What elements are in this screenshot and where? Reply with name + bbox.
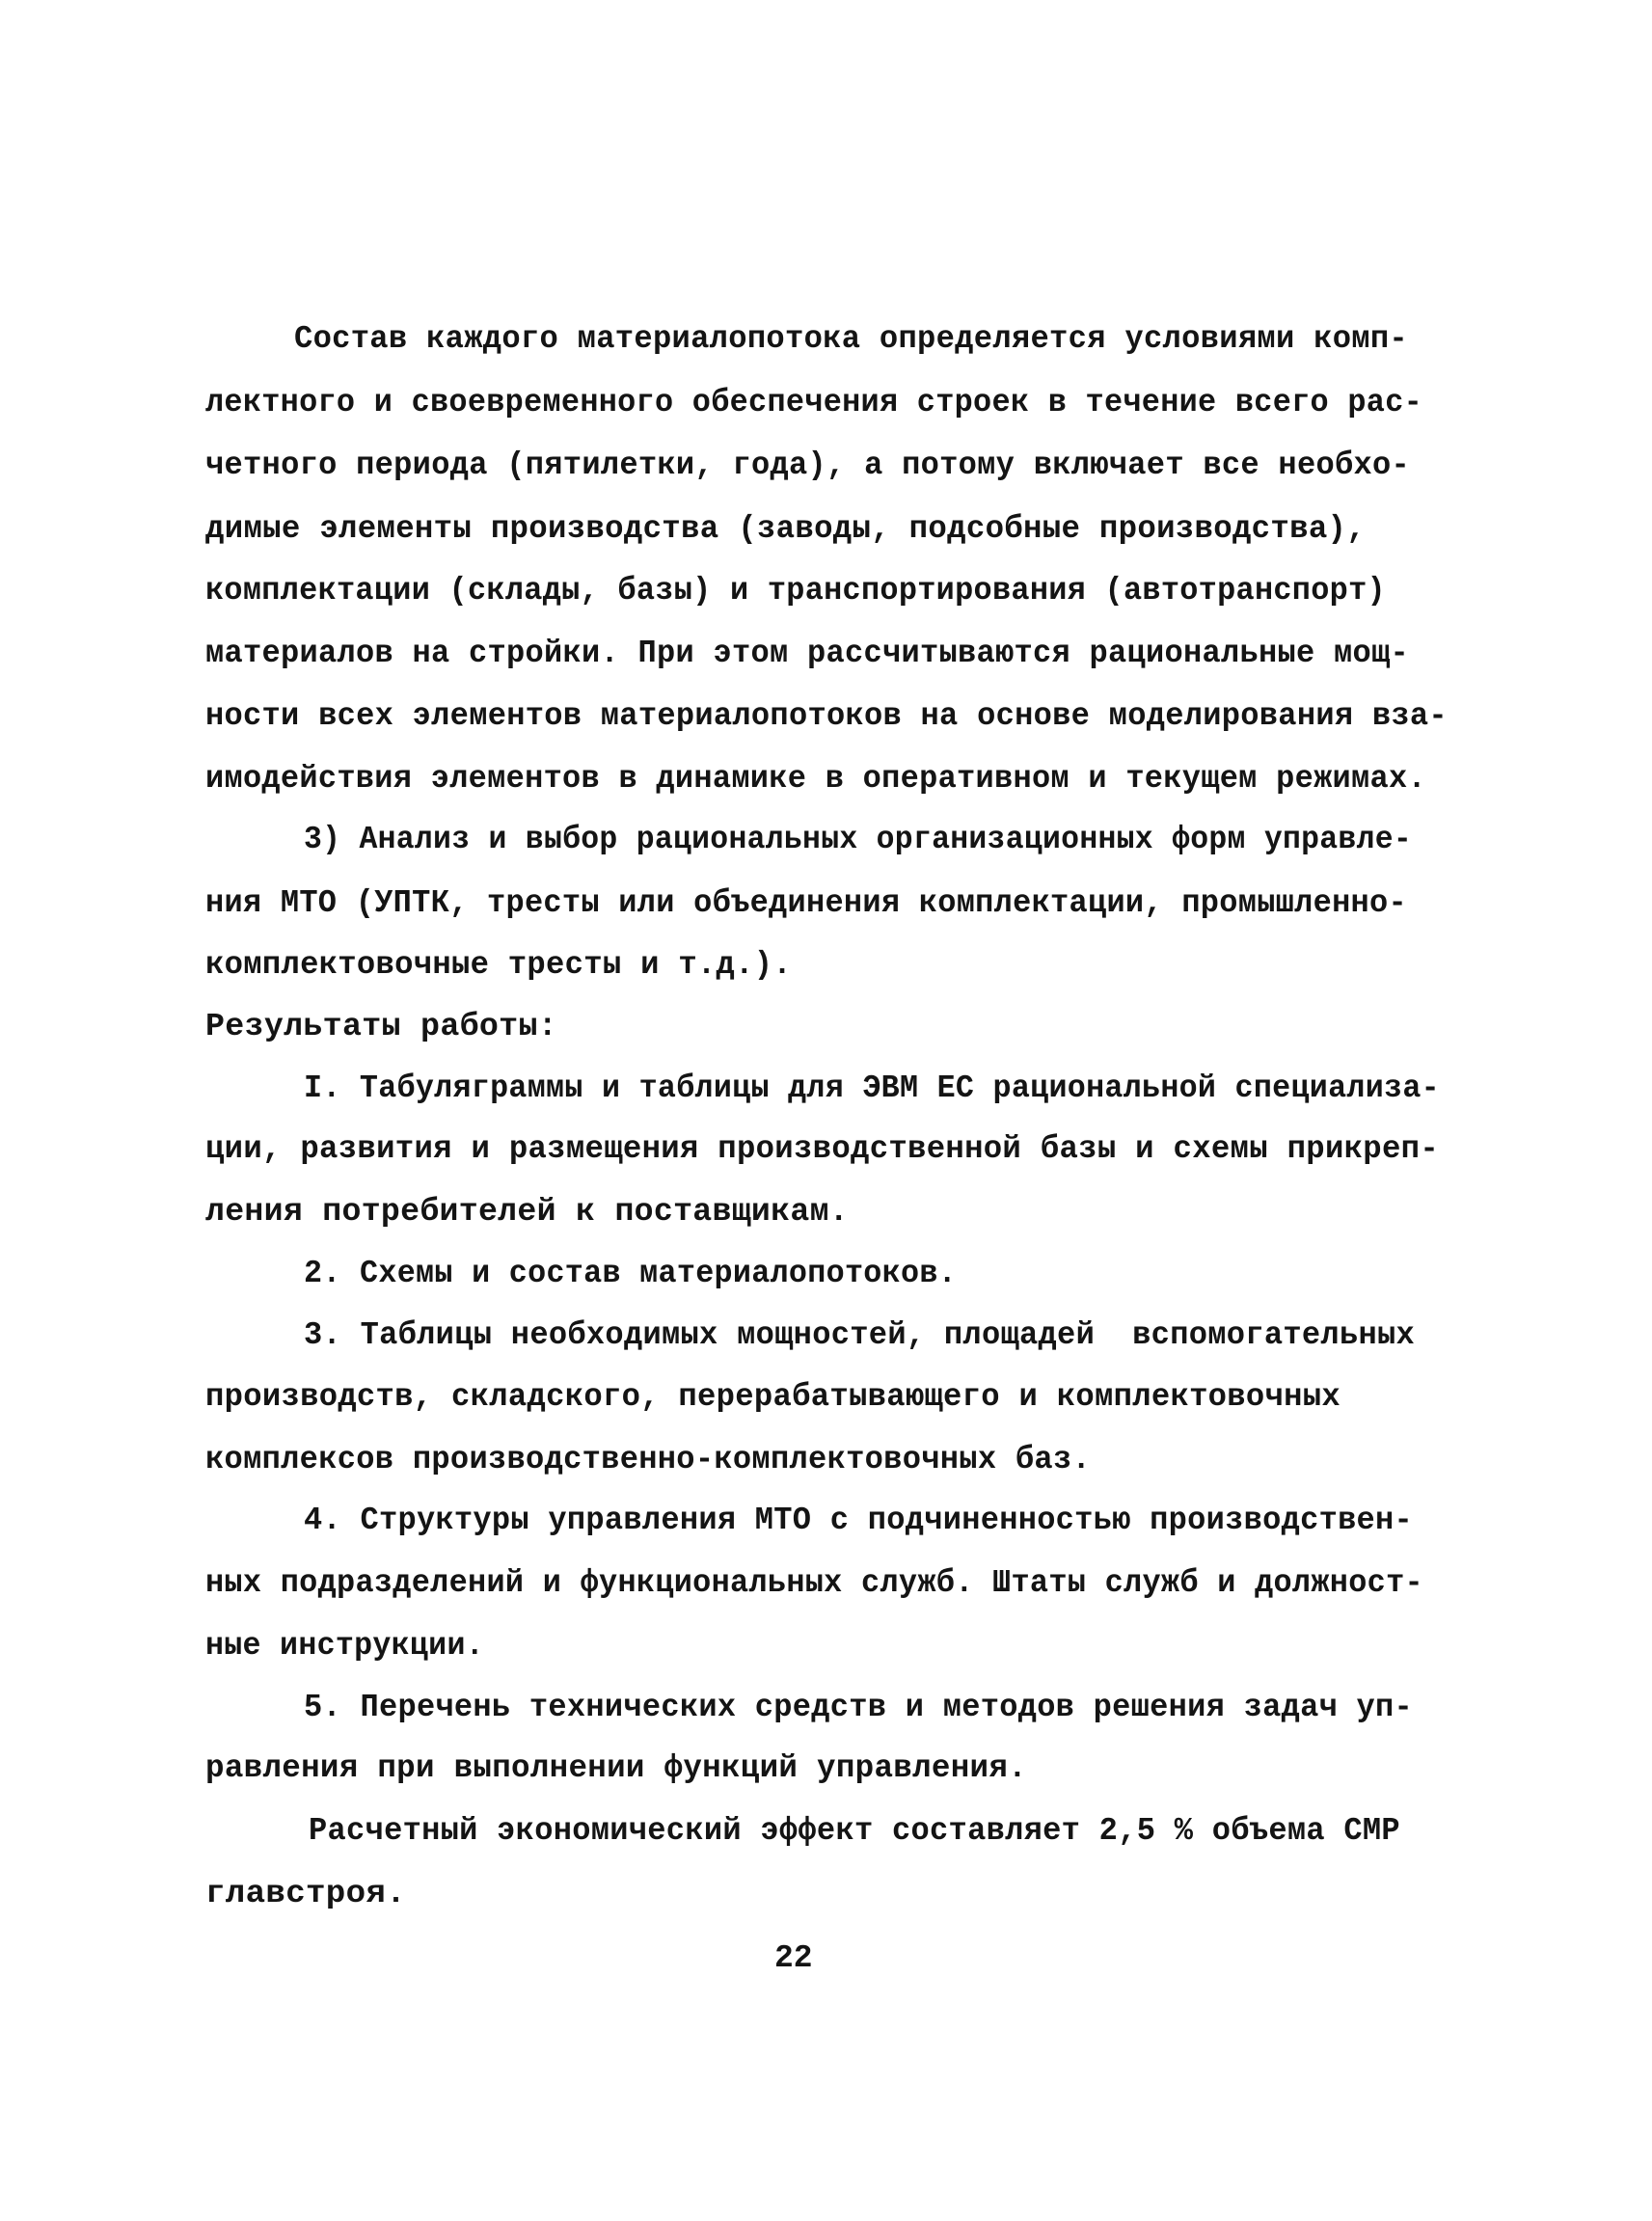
text-line: имодействия элементов в динамике в оперативном и текущем режимах.: [205, 761, 1426, 797]
text-line: ности всех элементов материалопотоков на основе моделирования вза-: [205, 698, 1448, 734]
text-line: комплектации (склады, базы) и транспортирования (автотранспорт): [205, 573, 1386, 609]
text-line: 4. Структуры управления МТО с подчиненностью производствен-: [304, 1503, 1414, 1538]
text-line: Результаты работы:: [205, 1009, 558, 1044]
text-line: димые элементы производства (заводы, подсобные производства),: [205, 511, 1366, 547]
text-line: лектного и своевременного обеспечения строек в течение всего рас-: [205, 385, 1423, 420]
text-line: Расчетный экономический эффект составляет 2,5 % объема СМР: [309, 1813, 1400, 1849]
text-line: ции, развития и размещения производственной базы и схемы прикреп-: [205, 1131, 1440, 1167]
text-line: 2. Схемы и состав материалопотоков.: [304, 1256, 958, 1291]
text-line: Состав каждого материалопотока определяется условиями комп-: [294, 321, 1409, 357]
text-line: ные инструкции.: [205, 1628, 484, 1664]
text-line: комплексов производственно-комплектовочных баз.: [205, 1442, 1092, 1477]
text-line: равления при выполнении функций управления.: [205, 1750, 1028, 1786]
text-line: I. Табуляграммы и таблицы для ЭВМ ЕС рациональной специализа-: [304, 1070, 1440, 1106]
text-line: комплектовочные тресты и т.д.).: [205, 947, 792, 983]
text-line: ния МТО (УПТК, тресты или объединения комплектации, промышленно-: [205, 885, 1407, 921]
text-line: 3. Таблицы необходимых мощностей, площадей вспомогательных: [304, 1317, 1416, 1353]
text-line: 5. Перечень технических средств и методов решения задач уп-: [304, 1690, 1414, 1725]
text-line: четного периода (пятилетки, года), а потому включает все необхо-: [205, 447, 1411, 483]
text-line: главстроя.: [205, 1876, 407, 1911]
text-line: 3) Анализ и выбор рациональных организационных форм управле-: [304, 822, 1413, 857]
text-line: ления потребителей к поставщикам.: [205, 1194, 849, 1230]
text-line: ных подразделений и функциональных служб. Штаты служб и должност-: [205, 1565, 1423, 1601]
page-number: 22: [774, 1940, 813, 1976]
text-line: материалов на стройки. При этом рассчитываются рациональные мощ-: [205, 636, 1410, 671]
text-line: производств, складского, перерабатывающего и комплектовочных: [205, 1379, 1341, 1415]
